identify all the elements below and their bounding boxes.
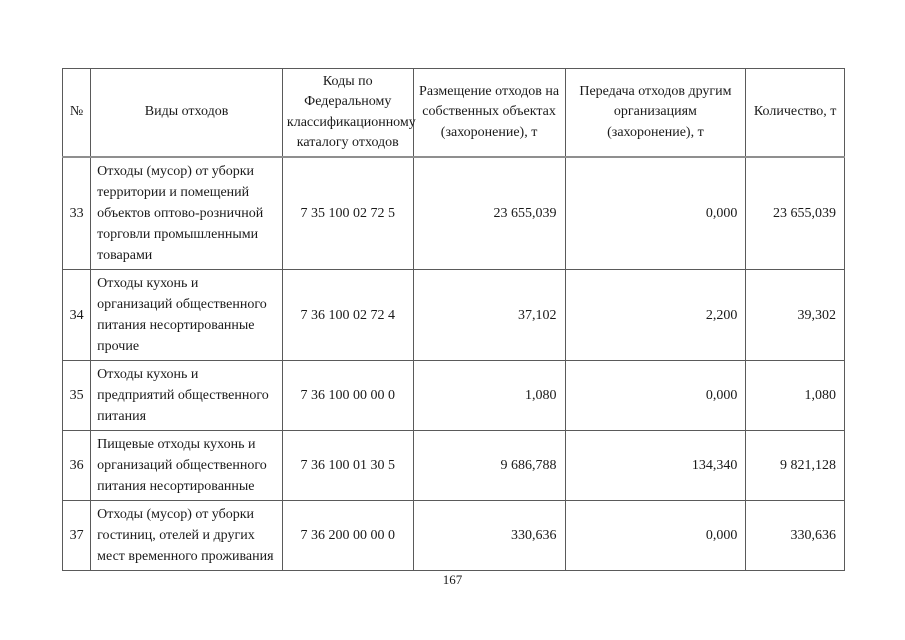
row-number-cell: 37 bbox=[63, 501, 91, 571]
table-row bbox=[63, 157, 845, 270]
header-transfer: Передача отходов другим организациям (захоронение), т bbox=[565, 69, 746, 158]
waste-code-cell: 7 35 100 02 72 5 bbox=[282, 157, 413, 270]
transfer-cell: 134,340 bbox=[565, 431, 746, 501]
own-disposal-cell: 23 655,039 bbox=[413, 157, 565, 270]
table-header-row bbox=[63, 69, 845, 158]
header-number: № bbox=[63, 69, 91, 158]
own-disposal-cell: 330,636 bbox=[413, 501, 565, 571]
table-row bbox=[63, 270, 845, 361]
quantity-cell: 1,080 bbox=[746, 361, 845, 431]
waste-type-cell: Отходы (мусор) от уборки гостиниц, отелей и других мест временного проживания bbox=[91, 501, 283, 571]
header-waste-types: Виды отходов bbox=[91, 69, 283, 158]
page-number: 167 bbox=[442, 572, 463, 587]
waste-code-cell: 7 36 100 02 72 4 bbox=[282, 270, 413, 361]
row-number-cell: 36 bbox=[63, 431, 91, 501]
transfer-cell: 2,200 bbox=[565, 270, 746, 361]
own-disposal-cell: 37,102 bbox=[413, 270, 565, 361]
row-number-cell: 33 bbox=[63, 157, 91, 270]
header-own-disposal: Размещение отходов на собственных объектах (захоронение), т bbox=[413, 69, 565, 158]
waste-type-cell: Отходы кухонь и предприятий общественного питания bbox=[91, 361, 283, 431]
own-disposal-cell: 9 686,788 bbox=[413, 431, 565, 501]
transfer-cell: 0,000 bbox=[565, 501, 746, 571]
waste-table bbox=[62, 68, 845, 571]
quantity-cell: 23 655,039 bbox=[746, 157, 845, 270]
row-number-cell: 34 bbox=[63, 270, 91, 361]
quantity-cell: 330,636 bbox=[746, 501, 845, 571]
row-number-cell: 35 bbox=[63, 361, 91, 431]
own-disposal-cell: 1,080 bbox=[413, 361, 565, 431]
table-row bbox=[63, 361, 845, 431]
quantity-cell: 39,302 bbox=[746, 270, 845, 361]
waste-code-cell: 7 36 100 01 30 5 bbox=[282, 431, 413, 501]
quantity-cell: 9 821,128 bbox=[746, 431, 845, 501]
waste-code-cell: 7 36 100 00 00 0 bbox=[282, 361, 413, 431]
waste-type-cell: Отходы (мусор) от уборки территории и помещений объектов оптово-розничной торговли промышленными товарами bbox=[91, 157, 283, 270]
transfer-cell: 0,000 bbox=[565, 361, 746, 431]
table-row bbox=[63, 501, 845, 571]
header-quantity: Количество, т bbox=[746, 69, 845, 158]
transfer-cell: 0,000 bbox=[565, 157, 746, 270]
waste-code-cell: 7 36 200 00 00 0 bbox=[282, 501, 413, 571]
header-waste-codes: Коды по Федеральному классификационному каталогу отходов bbox=[282, 69, 413, 158]
table-row bbox=[63, 431, 845, 501]
waste-type-cell: Пищевые отходы кухонь и организаций общественного питания несортированные bbox=[91, 431, 283, 501]
waste-type-cell: Отходы кухонь и организаций общественного питания несортированные прочие bbox=[91, 270, 283, 361]
